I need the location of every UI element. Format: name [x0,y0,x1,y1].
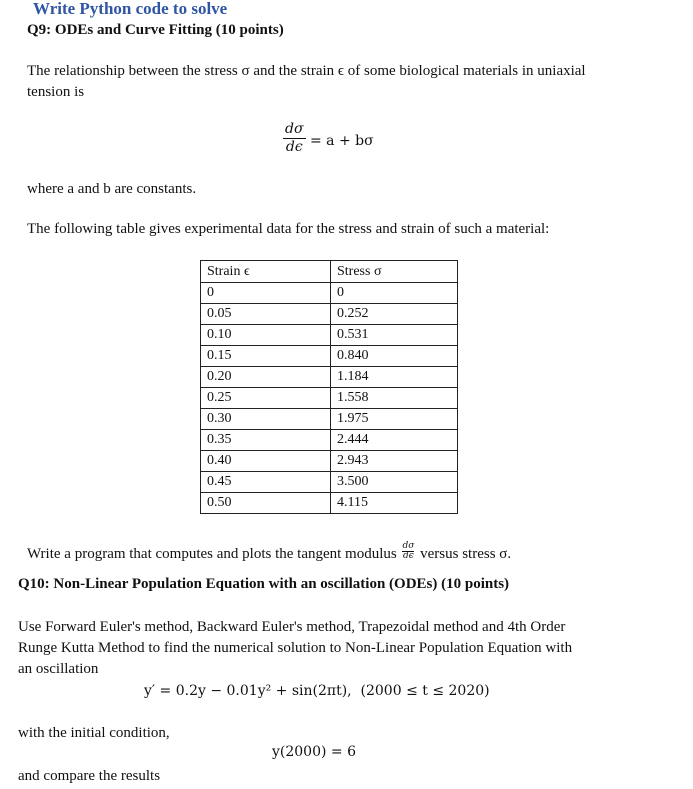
strain-cell: 0.35 [201,430,331,451]
table-row [201,367,458,388]
table-row [201,304,458,325]
table-row [201,493,458,514]
q9-intro-line2: tension is [27,84,85,100]
strain-cell: 0.05 [201,304,331,325]
q10-heading: Q10: Non-Linear Population Equation with an oscillation (ODEs) (10 points) [18,576,510,592]
q9-task-after: versus stress σ. [420,546,512,562]
q10-equation: y′ = 0.2y − 0.01y² + sin(2πt), (2000 ≤ t ≤ 2020) [144,683,490,699]
tangent-frac-num: dσ [402,541,415,552]
strain-cell: 0.40 [201,451,331,472]
header-strain: Strain ϵ [201,261,331,283]
table-row [201,472,458,493]
table-row [201,325,458,346]
table-header-row [201,261,458,283]
table-row [201,346,458,367]
q10-desc-line3: an oscillation [18,661,99,677]
q10-desc-line1: Use Forward Euler's method, Backward Euler's method, Trapezoidal method and 4th Order [18,619,566,635]
q9-constants-note: where a and b are constants. [27,181,197,197]
stress-cell: 1.184 [331,367,458,388]
table-row [201,409,458,430]
stress-cell: 2.444 [331,430,458,451]
strain-cell: 0.15 [201,346,331,367]
q9-task-before: Write a program that computes and plots the tangent modulus [27,546,397,562]
q9-table-intro: The following table gives experimental data for the stress and strain of such a material: [27,221,550,237]
tangent-frac-den: dϵ [403,551,414,562]
stress-cell: 4.115 [331,493,458,514]
stress-strain-table [200,260,458,514]
strain-cell: 0.20 [201,367,331,388]
q10-initial-label: with the initial condition, [18,725,170,741]
stress-cell: 2.943 [331,451,458,472]
table-row [201,388,458,409]
q9-equation-rhs: = a + bσ [310,133,374,149]
task-title: Write Python code to solve [33,0,228,18]
stress-cell: 0 [331,283,458,304]
q9-intro-line1: The relationship between the stress σ and the strain ϵ of some biological materials in uniaxial [27,63,586,79]
q10-desc-line2: Runge Kutta Method to find the numerical solution to Non-Linear Population Equation with [18,640,573,656]
q9-eq-numerator: dσ [285,121,304,137]
stress-cell: 0.840 [331,346,458,367]
header-stress: Stress σ [331,261,458,283]
q9-heading: Q9: ODEs and Curve Fitting (10 points) [27,22,284,38]
stress-cell: 0.531 [331,325,458,346]
tangent-modulus-fraction [402,542,414,561]
q9-eq-denominator: dϵ [285,139,303,155]
q9-task [27,541,512,565]
stress-cell: 0.252 [331,304,458,325]
strain-cell: 0.50 [201,493,331,514]
stress-cell: 1.975 [331,409,458,430]
q10-initial-condition: y(2000) = 6 [272,744,356,760]
strain-cell: 0.30 [201,409,331,430]
strain-cell: 0.10 [201,325,331,346]
strain-cell: 0.45 [201,472,331,493]
strain-cell: 0.25 [201,388,331,409]
q10-closing: and compare the results [18,768,161,784]
strain-cell: 0 [201,283,331,304]
stress-cell: 3.500 [331,472,458,493]
q9-equation-fraction [283,121,306,156]
stress-cell: 1.558 [331,388,458,409]
table-row [201,283,458,304]
table-row [201,451,458,472]
table-row [201,430,458,451]
